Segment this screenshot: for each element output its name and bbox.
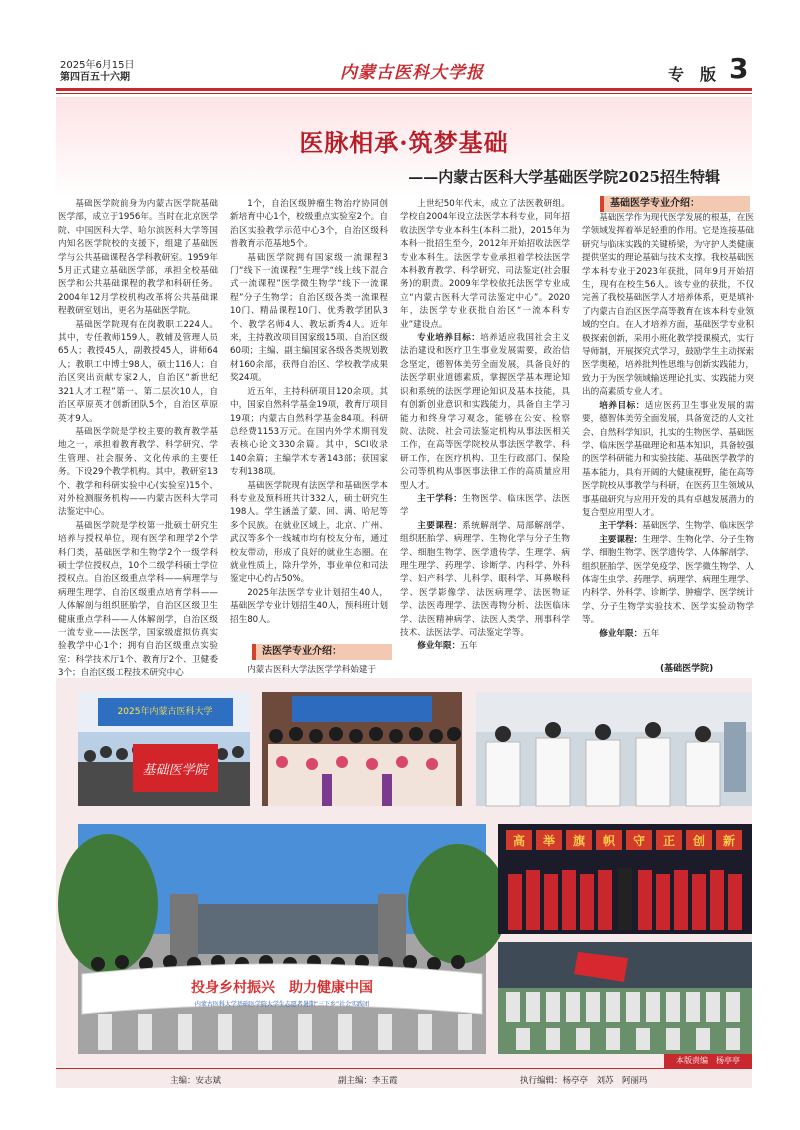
photo-group-on-field-with-flag xyxy=(498,942,752,1054)
slogan-char: 高 xyxy=(512,834,526,848)
footer-deputy-editor: 副主编：李玉霞 xyxy=(338,1076,398,1086)
paragraph: 基础医学作为现代医学发展的根基，在医学领域发挥着举足轻重的作用。它是连接基础研究与临床实践的关键桥梁，为守护人类健康提供坚实的理论基础与技术支撑。我校基础医学本科专业于2023年获批，同年9月开始招生，现有在校生56人。该专业的获批，不仅完善了我校基础医学人才培养体系，更是填补了内蒙古自治区医学高等教育在该本科专业领域的空白。在人才培养方面，基础医学专业积极探索创新，采用小班化教学授课模式，实行导师制，开展探究式学习，鼓励学生主动探索医学奥秘，培养批判性思维与创新实践能力，致力于为医学领域输送理论扎实、实践能力突出的高素质专业人才。 xyxy=(582,213,754,398)
photo-flag-text: 基础医学院 xyxy=(142,763,208,778)
header-date: 2025年6月15日 xyxy=(60,60,135,71)
course-text: 系统解剖学、局部解剖学、组织胚胎学、病理学、生物化学与分子生物学、细胞生物学、医学遗传学、生理学、病理生理学、药理学、诊断学、内科学、外科学、妇产科学、儿科学、眼科学、耳鼻喉科学、医学影像学、法医病理学、法医物证学、法医毒理学、法医毒物分析、法医临床学、法医精神病学、法医人类学、刑事科学技术、法医法学、司法鉴定学等。 xyxy=(400,520,570,638)
photo-graduates-with-flowers xyxy=(262,692,462,806)
photo-students-in-lab-coats xyxy=(476,692,752,806)
paragraph xyxy=(400,520,570,641)
paragraph: 2025年法医学专业计划招生40人，基础医学专业计划招生40人，预科班计划招生80人。 xyxy=(230,587,388,625)
photo-volunteer-team-banner xyxy=(78,824,486,1054)
paragraph xyxy=(582,520,754,533)
main-discipline-text: 基础医学、生物学、临床医学 xyxy=(642,521,754,532)
goal-label: 专业培养目标： xyxy=(417,333,481,344)
years-label: 修业年限： xyxy=(599,628,643,639)
paragraph xyxy=(582,534,754,628)
footer-rule xyxy=(56,1068,752,1069)
article-column-3 xyxy=(400,198,570,668)
course-text: 生理学、生物化学、分子生物学、细胞生物学、医学遗传学、人体解剖学、组织胚胎学、医学免疫学、医学微生物学、人体寄生虫学、药理学、病理学、病理生理学、内科学、外科学、诊断学、肿瘤学、医学统计学、分子生物学实验技术、医学实验动物学等。 xyxy=(582,534,754,626)
paragraph: 基础医学院是学校主要的教育教学基地之一，承担着教育教学、科学研究、学生管理、社会服务、文化传承的主要任务。下设29个教学机构。其中，教研室13个、教学和科研实验中心(实验室)15个、对外检测服务机构——内蒙古医科大学司法鉴定中心。 xyxy=(58,426,218,518)
footer-executive-editors: 执行编辑：杨亭亭 刘苏 阿丽玛 xyxy=(520,1076,648,1086)
goal-label: 培养目标： xyxy=(599,400,645,411)
main-discipline-label: 主干学科： xyxy=(599,521,643,532)
slogan-char: 帜 xyxy=(602,834,616,848)
volunteer-banner-subtext: 内蒙古医科大学基础医学院大学生志愿者暑期“三下乡”社会实践团 xyxy=(194,1001,370,1008)
header-rule-thin xyxy=(56,93,752,94)
main-title: 医脉相承·筑梦基础 xyxy=(299,128,509,157)
years-text: 五年 xyxy=(460,641,478,652)
slogan-char: 旗 xyxy=(572,834,586,848)
header-issue: 第四百五十六期 xyxy=(60,72,130,83)
years-text: 五年 xyxy=(642,628,660,639)
goal-text: 培养适应我国社会主义法治建设和医疗卫生事业发展需要，政治信念坚定，德智体美劳全面发展，具备良好的法医学职业道德素质，掌握医学基本理论知识和系统的法医学理论知识及基本技能，具有创新创业意识和实践能力，具备自主学习能力和终身学习观念，能够在公安、检察院、法院、社会司法鉴定机构从事法医相关工作，在高等医学院校从事法医学教学、科研工作，在医疗机构、卫生行政部门、保险公司等机构从事医事法律工作的高质量应用型人才。 xyxy=(400,333,570,491)
paragraph xyxy=(582,400,754,521)
header-rule xyxy=(56,88,752,91)
paragraph: 1个，自治区级肿瘤生物治疗协同创新培育中心1个，校级重点实验室2个。自治区实验教学示范中心3个，自治区级科普教育示范基地5个。 xyxy=(230,199,388,250)
paragraph: 近五年，主持科研项目120余项。其中，国家自然科学基金19项，教育厅项目19项；内蒙古自然科学基金84项。科研总经费1153万元。在国内外学术期刊发表核心论文330余篇。其中，SCI收录140余篇；主编学术专著143部；获国家专利138项。 xyxy=(230,386,388,478)
paragraph: 内蒙古医科大学法医学学科始建于 xyxy=(247,665,377,675)
section-label: 专 版 xyxy=(668,65,717,84)
course-label: 主要课程： xyxy=(417,520,463,531)
main-discipline-text: 生物医学、临床医学、法医学 xyxy=(400,493,570,518)
slogan-char: 正 xyxy=(662,834,676,848)
paragraph xyxy=(400,332,570,493)
slogan-char: 守 xyxy=(632,834,646,848)
page-number: 3 xyxy=(729,52,749,85)
article-credit: (基础医学院) xyxy=(660,664,714,674)
paragraph: 上世纪50年代末，成立了法医教研组。学校自2004年设立法医学本科专业，同年招收法医学专业本科生(本科二批)，2015年为本科一批招生至今，2012年开始招收法医学专业本科生。法医学专业承担着学校法医学本科教育教学、科学研究、司法鉴定(社会服务)的职责。2009年学校依托法医学专业成立“内蒙古医科大学司法鉴定中心”。2020年，法医学专业获批自治区“一流本科专业”建设点。 xyxy=(400,199,570,330)
photo-group-with-banner xyxy=(78,692,250,806)
article-column-2 xyxy=(230,198,388,628)
footer-chief-editor: 主编：安志斌 xyxy=(170,1076,222,1086)
article-column-4 xyxy=(582,212,754,674)
paragraph: 基础医学院前身为内蒙古医学院基础医学部，成立于1956年。当时在北京医学院、中国医科大学、哈尔滨医科大学等国内知名医学院校的支援下，组建了基础医学与公共基础课程各学科教研室。1959年5月正式建立基础医学部，承担全校基础医学和公共基础课程的教学和科研任务。2004年12月学校机构改革将公共基础课程教研室划出，更名为基础医学院。 xyxy=(58,199,218,317)
slogan-char: 举 xyxy=(542,834,556,848)
basic-medicine-section-heading: 基础医学专业介绍： xyxy=(600,196,750,212)
paragraph: 基础医学院是学校第一批硕士研究生培养与授权单位，现有医学和理学2个学科门类，基础医学和生物学2个一级学科硕士学位授权点，10个二级学科硕士学位授权点。自治区级重点学科——病理学与病理生理学、自治区级重点培育学科——人体解剖与组织胚胎学，自治区区级卫生健康重点学科——人体解剖学，自治区级一流专业——法医学，国家级虚拟仿真实验教学中心1个；拥有自治区级重点实验室：科学技术厅1个、教育厅2个、卫健委3个；自治区级工程技术研究中心 xyxy=(58,520,218,679)
course-label: 主要课程： xyxy=(599,534,643,545)
paragraph: 基础医学院现有法医学和基础医学本科专业及预科班共计332人，硕士研究生198人。学生涵盖了蒙、回、满、哈尼等多个民族。在就业区域上，北京、广州、武汉等多个一线城市均有校友分布，通过校友带动，形成了良好的就业生态圈。在就业性质上，除升学外，事业单位和司法鉴定中心约占50%。 xyxy=(230,480,388,585)
slogan-char: 创 xyxy=(692,834,706,848)
forensic-section-heading: 法医学专业介绍： xyxy=(252,644,392,660)
years-label: 修业年限： xyxy=(417,641,461,652)
photo-choir-performance xyxy=(498,824,752,934)
slogan-char: 新 xyxy=(722,834,736,848)
page-editor-box: 本版责编 杨亭亭 xyxy=(664,1054,752,1068)
volunteer-banner-text: 投身乡村振兴 助力健康中国 xyxy=(191,980,373,996)
goal-text: 适应医药卫生事业发展的需要，德智体美劳全面发展，具备宽泛的人文社会、自然科学知识，扎实的生物医学、基础医学、临床医学基础理论和基本知识，具备较强的医学科研能力和实验技能、基础医学教学的基本能力，具有开阔的大健康视野，能在高等医学院校从事教学与科研，在医药卫生领域从事基础研究与应用开发的具有卓越发展潜力的复合型应用型人才。 xyxy=(582,400,754,518)
paragraph: 基础医学院现有在岗教职工224人。其中，专任教师159人，教辅及管理人员65人；教授45人，副教授45人，讲师64人；教职工中博士98人，硕士116人；自治区突出贡献专家2人，自治区“新世纪321人才工程”第一、第二层次10人，自治区草原英才创新团队5个，自治区草原英才9人。 xyxy=(58,319,218,424)
paragraph xyxy=(400,493,570,520)
article-column-1 xyxy=(58,198,218,679)
paragraph: 基础医学院拥有国家级一流课程3门“线下一流课程”生理学“线上线下混合式一流课程”医学微生物学“线下一流课程”分子生物学；自治区级各类一流课程10门、精品课程10门、优秀教学团队3个、教学名师4人、教坛新秀4人。近年来，主持教改项目国家级15项、自治区级60项；主编、副主编国家各级各类规划教材160余部，获得自治区、学校教学成果奖24项。 xyxy=(230,252,388,384)
paragraph xyxy=(400,640,570,653)
photo-banner-text: 2025年内蒙古医科大学 xyxy=(117,707,213,717)
sub-title: ——内蒙古医科大学基础医学院2025招生特辑 xyxy=(408,168,720,186)
main-discipline-label: 主干学科： xyxy=(417,493,463,504)
paragraph xyxy=(582,628,754,641)
masthead-logo: 内蒙古医科大学报 xyxy=(340,63,484,83)
